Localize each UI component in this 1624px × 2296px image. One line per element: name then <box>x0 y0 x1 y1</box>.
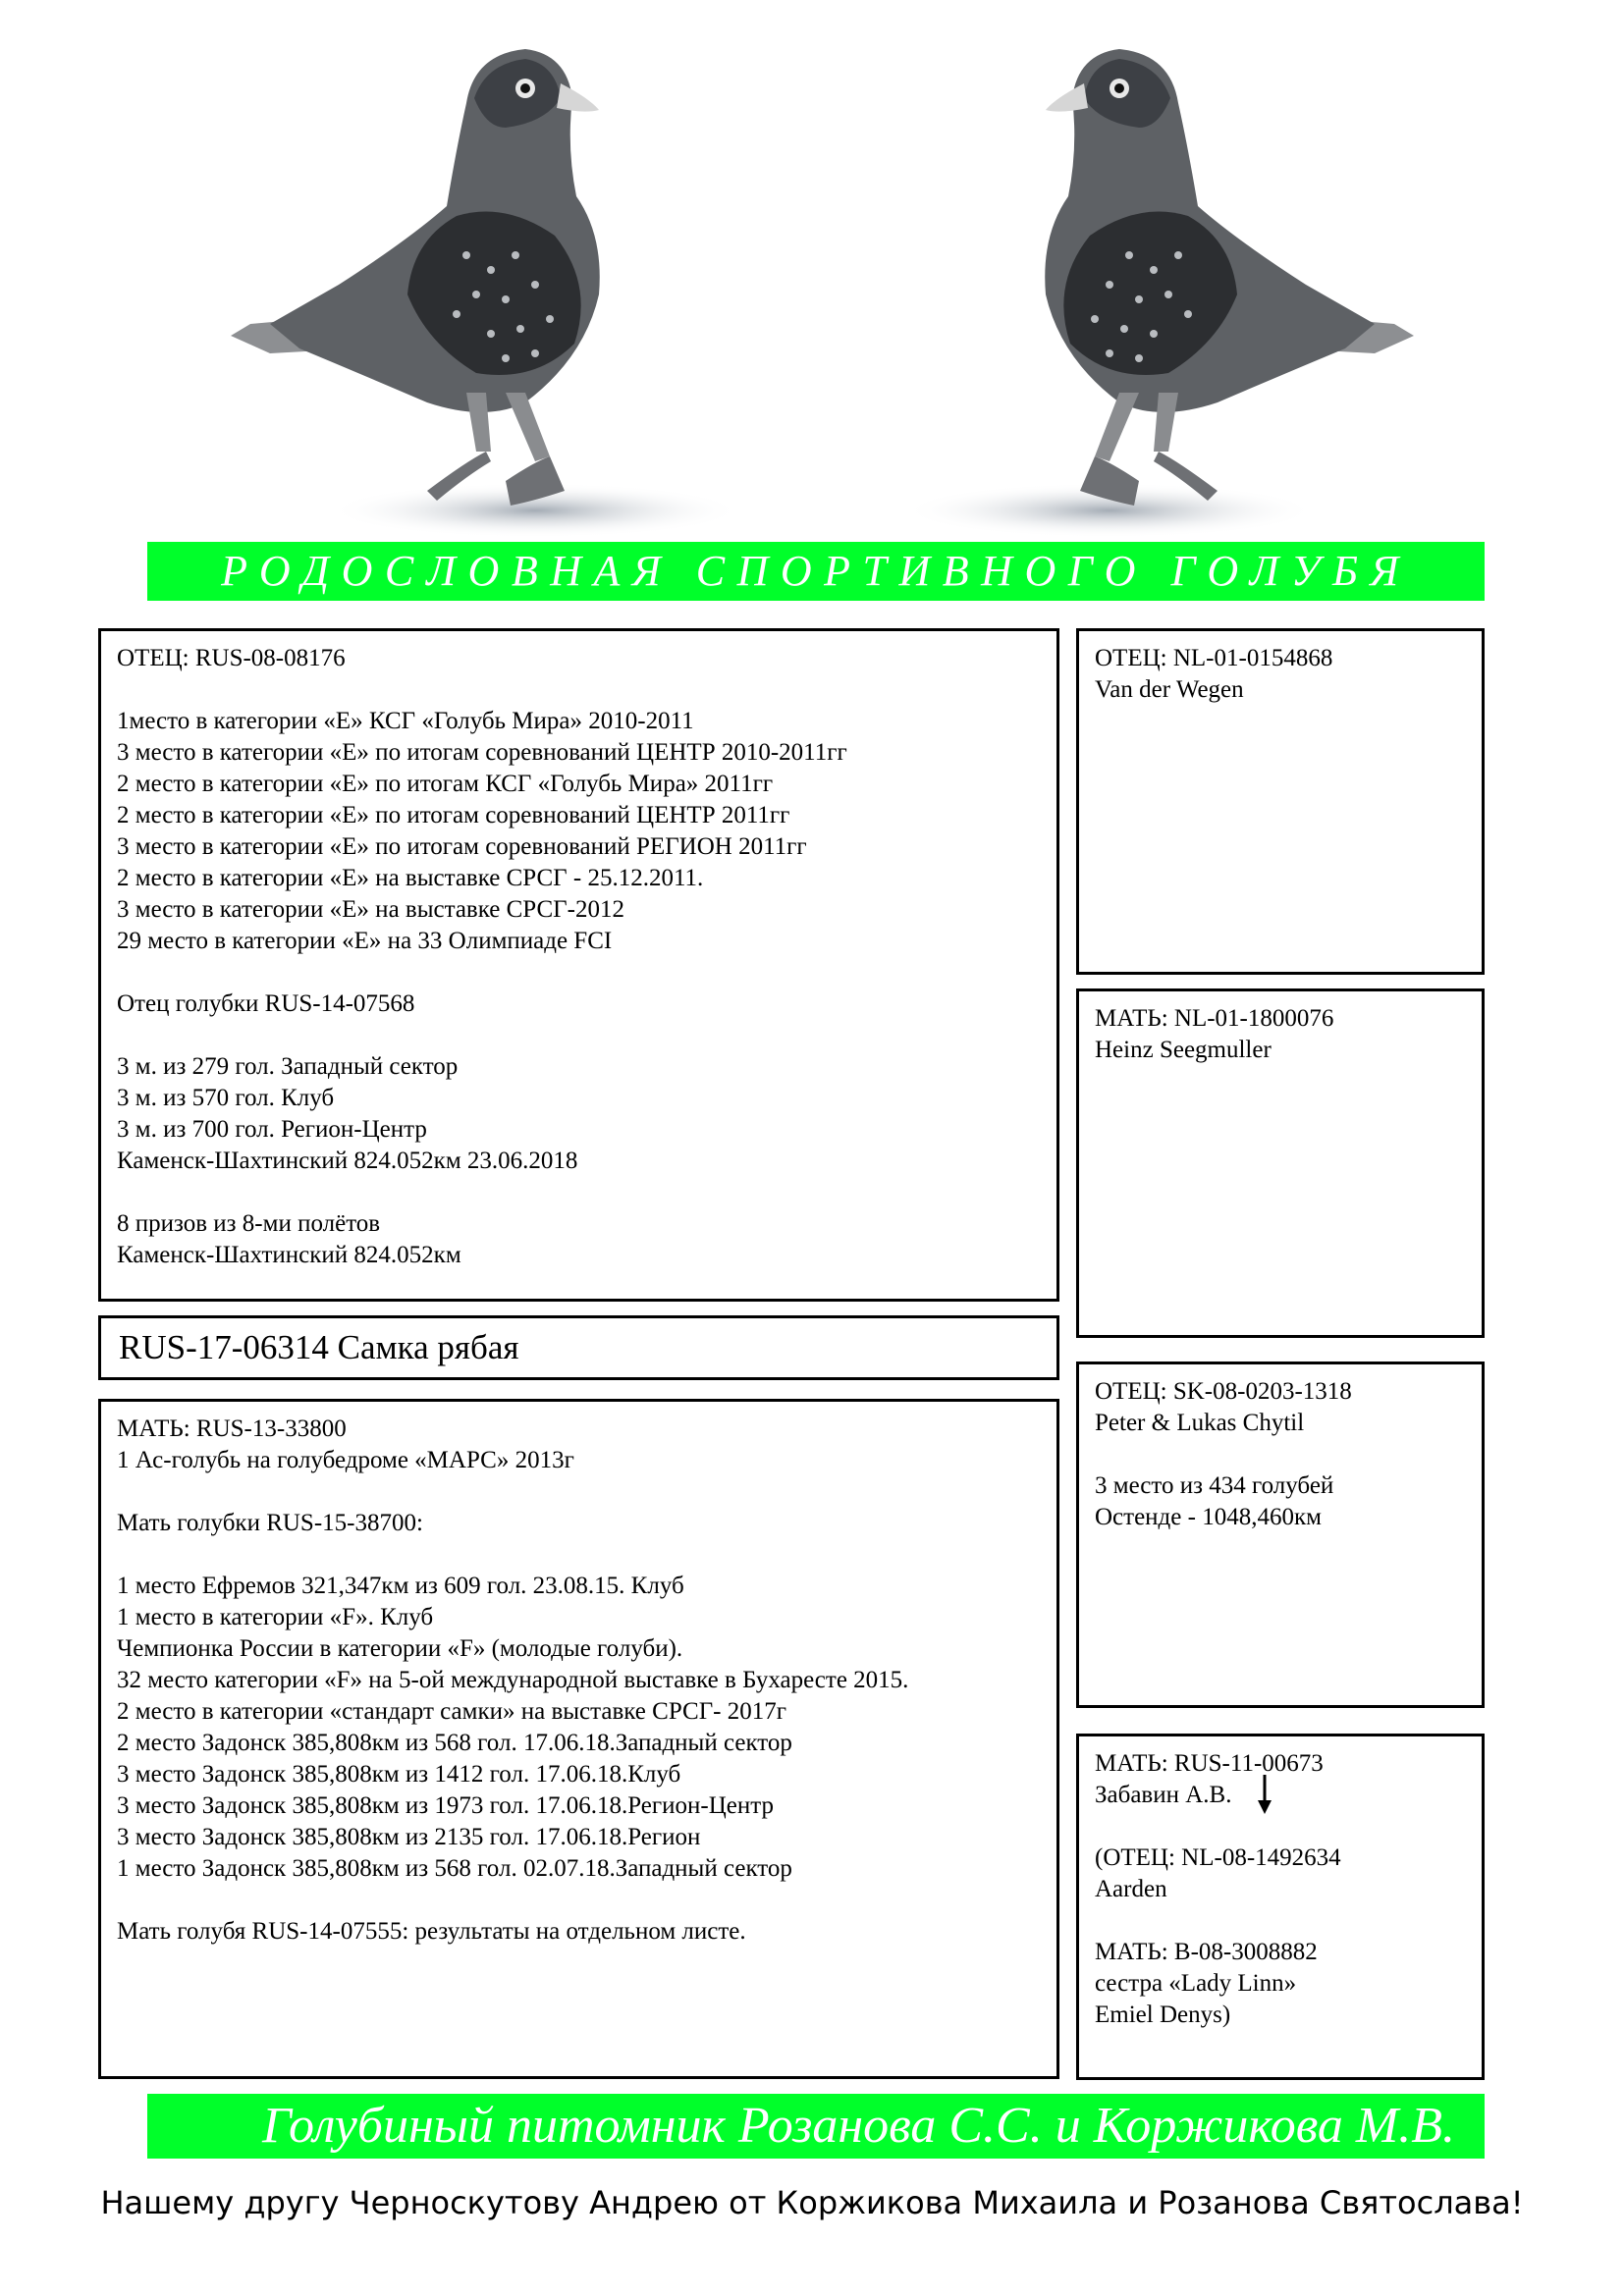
text-line: 1 место Ефремов 321,347км из 609 гол. 23.08.15. Клуб <box>117 1573 684 1599</box>
sire-box <box>98 628 1059 1302</box>
text-line: Чемпионка России в категории «F» (молодые голуби). <box>117 1635 683 1662</box>
pigeon-photo-right <box>844 29 1434 540</box>
text-line: Забавин А.В. <box>1095 1782 1232 1808</box>
text-line: 1 место Задонск 385,808км из 568 гол. 02.07.18.Западный сектор <box>117 1855 792 1882</box>
sire-sire-lines <box>1079 631 1482 718</box>
text-line: Heinz Seegmuller <box>1095 1037 1272 1063</box>
text-line: Каменск-Шахтинский 824.052км <box>117 1242 461 1268</box>
text-line: 32 место категории «F» на 5-ой международной выставке в Бухаресте 2015. <box>117 1667 909 1693</box>
text-line: МАТЬ: B-08-3008882 <box>1095 1939 1318 1965</box>
sire-lines <box>101 631 1056 1283</box>
text-line: ОТЕЦ: RUS-08-08176 <box>117 645 346 671</box>
text-line: 29 место в категории «Е» на 33 Олимпиаде FCI <box>117 928 613 954</box>
text-line: Aarden <box>1095 1876 1167 1902</box>
text-line: 8 призов из 8-ми полётов <box>117 1210 381 1237</box>
text-line: 2 место в категории «Е» по итогам КСГ «Голубь Мира» 2011гг <box>117 771 774 797</box>
dedication-text: Нашему другу Черноскутову Андрею от Коржикова Михаила и Розанова Святослава! <box>100 2184 1524 2221</box>
text-line: Van der Wegen <box>1095 676 1244 703</box>
spacer <box>117 1020 1041 1051</box>
text-line: 3 м. из 279 гол. Западный сектор <box>117 1053 459 1080</box>
spacer <box>117 1539 1041 1571</box>
text-line: Остенде - 1048,460км <box>1095 1504 1322 1530</box>
dam-dam-box <box>1076 1734 1485 2080</box>
dam-box <box>98 1399 1059 2079</box>
dam-dam-lines <box>1079 1736 1482 2043</box>
text-line: 3 место в категории «Е» по итогам соревнований ЦЕНТР 2010-2011гг <box>117 739 847 766</box>
dam-lines <box>101 1402 1056 1959</box>
text-line: 3 м. из 700 гол. Регион-Центр <box>117 1116 427 1143</box>
nursery-name: Голубиный питомник Розанова С.С. и Коржикова М.В. <box>147 2094 1485 2159</box>
spacer <box>117 1177 1041 1208</box>
text-line: сестра «Lady Linn» <box>1095 1970 1297 1997</box>
text-line: 3 место Задонск 385,808км из 1412 гол. 17.06.18.Клуб <box>117 1761 681 1788</box>
sire-dam-box <box>1076 988 1485 1338</box>
sire-dam-lines <box>1079 991 1482 1078</box>
text-line: Peter & Lukas Chytil <box>1095 1410 1305 1436</box>
text-line: 3 м. из 570 гол. Клуб <box>117 1085 335 1111</box>
text-line: Каменск-Шахтинский 824.052км 23.06.2018 <box>117 1148 578 1174</box>
dam-sire-lines <box>1079 1364 1482 1545</box>
text-line: МАТЬ: RUS-13-33800 <box>117 1415 347 1442</box>
spacer <box>1095 1811 1466 1842</box>
text-line: 3 место в категории «Е» по итогам соревнований РЕГИОН 2011гг <box>117 833 807 860</box>
text-line: 2 место Задонск 385,808км из 568 гол. 17.06.18.Западный сектор <box>117 1730 792 1756</box>
down-arrow-icon <box>1255 1775 1274 1814</box>
spacer <box>117 1476 1041 1508</box>
sire-sire-box <box>1076 628 1485 975</box>
text-line: МАТЬ: NL-01-1800076 <box>1095 1005 1334 1032</box>
text-line: 1 место в категории «F». Клуб <box>117 1604 434 1630</box>
pedigree-title: РОДОСЛОВНАЯ СПОРТИВНОГО ГОЛУБЯ <box>147 542 1485 601</box>
text-line: 2 место в категории «Е» на выставке СРСГ - 25.12.2011. <box>117 865 704 891</box>
spacer <box>1095 1905 1466 1937</box>
text-line: 1 Ас-голубь на голубедроме «МАРС» 2013г <box>117 1447 574 1473</box>
text-line: МАТЬ: RUS-11-00673 <box>1095 1750 1324 1777</box>
spacer <box>117 674 1041 706</box>
text-line: 3 место из 434 голубей <box>1095 1472 1334 1499</box>
text-line: 3 место Задонск 385,808км из 1973 гол. 17.06.18.Регион-Центр <box>117 1792 774 1819</box>
spacer <box>1095 1439 1466 1470</box>
text-line: Мать голубки RUS-15-38700: <box>117 1510 423 1536</box>
text-line: Отец голубки RUS-14-07568 <box>117 990 415 1017</box>
subject-bird: RUS-17-06314 Самка рябая <box>98 1315 1059 1380</box>
pigeon-photo-left <box>211 29 800 540</box>
dam-sire-box <box>1076 1362 1485 1708</box>
spacer <box>117 957 1041 988</box>
text-line: Мать голубя RUS-14-07555: результаты на отдельном листе. <box>117 1918 746 1945</box>
text-line: ОТЕЦ: SK-08-0203-1318 <box>1095 1378 1352 1405</box>
text-line: 2 место в категории «Е» по итогам соревнований ЦЕНТР 2011гг <box>117 802 790 828</box>
text-line: Emiel Denys) <box>1095 2002 1231 2028</box>
text-line: ОТЕЦ: NL-01-0154868 <box>1095 645 1333 671</box>
text-line: 2 место в категории «стандарт самки» на выставке СРСГ- 2017г <box>117 1698 786 1725</box>
text-line: 1место в категории «Е» КСГ «Голубь Мира» 2010-2011 <box>117 708 694 734</box>
spacer <box>117 1885 1041 1916</box>
text-line: 3 место в категории «Е» на выставке СРСГ-2012 <box>117 896 624 923</box>
text-line: (ОТЕЦ: NL-08-1492634 <box>1095 1844 1341 1871</box>
text-line: 3 место Задонск 385,808км из 2135 гол. 17.06.18.Регион <box>117 1824 701 1850</box>
